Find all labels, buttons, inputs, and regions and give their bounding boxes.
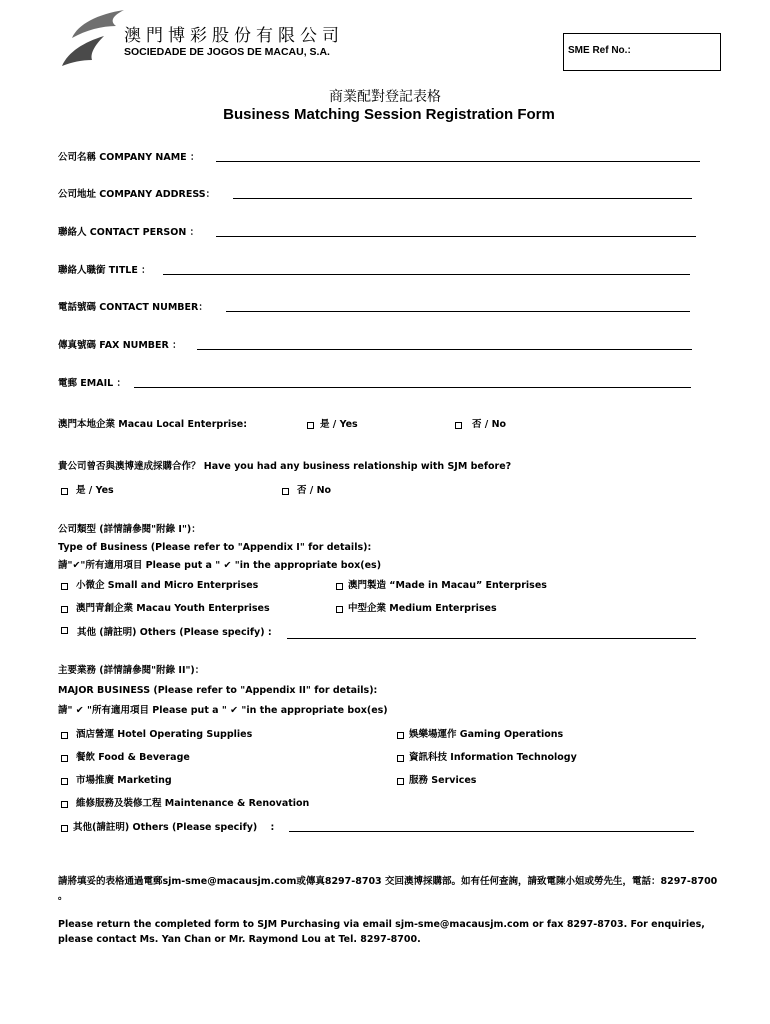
checkbox[interactable] [397,778,404,785]
sme-ref-label: SME Ref No.: [568,45,631,56]
relationship-question: 貴公司曾否與澳博達成採購合作？ Have you had any business relationship with SJM before? [58,461,512,472]
checkbox[interactable] [61,606,68,613]
option-gaming-operations[interactable] [397,729,563,741]
local-enterprise-no[interactable] [455,419,506,431]
option-food-beverage[interactable] [61,752,190,764]
option-maintenance-renovation[interactable] [61,798,309,810]
major-business-instruction: 請" ✔ "所有適用項目 Please put a " ✔ "in the appropriate box(es) [58,705,388,716]
form-title-en: Business Matching Session Registration Form [223,106,555,123]
fax-number-field[interactable] [197,349,692,350]
major-business-heading-cn: 主要業務 (詳情請參閱"附錄 II")： [58,665,205,676]
company-address-label: 公司地址 COMPANY ADDRESS： [58,189,216,200]
checkbox[interactable] [61,755,68,762]
checkbox[interactable] [61,778,68,785]
option-marketing[interactable] [61,775,172,787]
checkbox[interactable] [61,627,68,634]
option-label: 是 / Yes [320,419,358,430]
contact-number-field[interactable] [226,311,690,312]
title-label: 聯絡人職銜 TITLE ： [58,265,151,276]
business-type-instruction: 請"✔"所有適用項目 Please put a " ✔ "in the appropriate box(es) [58,560,382,571]
option-label: 否 / No [472,419,507,430]
title-field[interactable] [163,274,690,275]
business-type-heading-en: Type of Business (Please refer to "Appendix I" for details): [58,542,372,553]
email-label: 電郵 EMAIL ： [58,378,126,389]
company-name-label: 公司名稱 COMPANY NAME ： [58,152,200,163]
major-business-others-field[interactable] [289,831,694,832]
checkbox[interactable] [61,801,68,808]
option-label: 小微企 Small and Micro Enterprises [76,580,259,591]
contact-number-label: 電話號碼 CONTACT NUMBER： [58,302,208,313]
option-medium-enterprises[interactable] [336,603,497,615]
option-small-micro[interactable] [61,580,258,592]
option-hotel-operating[interactable] [61,729,252,741]
business-type-others-field[interactable] [287,638,696,639]
checkbox[interactable] [61,732,68,739]
relationship-no[interactable] [282,485,331,497]
footer-note-en: Please return the completed form to SJM Purchasing via email sjm-sme@macausjm.com or fax 8297-8703. For enquiries, please contact Ms. Yan Chan or Mr. Raymond Lou at Tel. 8297-8700. [58,919,705,945]
option-label: 其他(請註明) Others (Please specify) : [73,822,275,833]
contact-person-label: 聯絡人 CONTACT PERSON ： [58,227,200,238]
checkbox[interactable] [336,606,343,613]
option-label: 服務 Services [409,775,477,786]
company-name-pt: SOCIEDADE DE JOGOS DE MACAU, S.A. [124,46,330,58]
checkbox[interactable] [336,583,343,590]
checkbox[interactable] [61,583,68,590]
option-label: 市場推廣 Marketing [76,775,172,786]
option-label: 澳門製造 “Made in Macau” Enterprises [348,580,547,591]
option-label: 澳門青創企業 Macau Youth Enterprises [76,603,270,614]
relationship-yes[interactable] [61,485,114,497]
local-enterprise-label: 澳門本地企業 Macau Local Enterprise: [58,419,248,430]
option-information-technology[interactable] [397,752,577,764]
form-title-cn: 商業配對登記表格 [329,89,441,105]
local-enterprise-yes[interactable] [307,419,358,431]
sjm-logo [58,8,128,68]
fax-number-label: 傳真號碼 FAX NUMBER ： [58,340,182,351]
business-type-heading-cn: 公司類型 (詳情請參閱"附錄 I")： [58,524,201,535]
company-name-cn: 澳門博彩股份有限公司 [124,26,344,46]
option-made-in-macau[interactable] [336,580,547,592]
footer-note-cn: 請將填妥的表格通過電郵sjm-sme@macausjm.com或傳真8297-8703 交回澳博採購部。如有任何查詢，請致電陳小姐或勞先生，電話：8297-8700 。 [58,876,718,902]
contact-person-field[interactable] [216,236,696,237]
checkbox[interactable] [61,825,68,832]
email-field[interactable] [134,387,691,388]
company-address-field[interactable] [233,198,692,199]
option-label: 酒店營運 Hotel Operating Supplies [76,729,253,740]
checkbox[interactable] [397,755,404,762]
option-services[interactable] [397,775,476,787]
option-youth-enterprises[interactable] [61,603,270,615]
checkbox[interactable] [455,422,462,429]
option-label: 中型企業 Medium Enterprises [348,603,497,614]
major-business-heading-en: MAJOR BUSINESS (Please refer to "Appendix II" for details): [58,685,378,696]
option-label: 維修服務及裝修工程 Maintenance & Renovation [76,798,310,809]
option-label: 否 / No [297,485,332,496]
option-others[interactable] [61,627,272,639]
option-major-others[interactable] [61,822,274,834]
checkbox[interactable] [307,422,314,429]
checkbox[interactable] [61,488,68,495]
checkbox[interactable] [282,488,289,495]
checkbox[interactable] [397,732,404,739]
option-label: 資訊科技 Information Technology [409,752,577,763]
option-label: 餐飲 Food & Beverage [76,752,190,763]
option-label: 娛樂場運作 Gaming Operations [409,729,564,740]
option-label: 是 / Yes [76,485,114,496]
option-label: 其他 (請註明) Others (Please specify) : [77,627,272,638]
sme-ref-box[interactable] [563,33,721,71]
company-name-field[interactable] [216,161,700,162]
